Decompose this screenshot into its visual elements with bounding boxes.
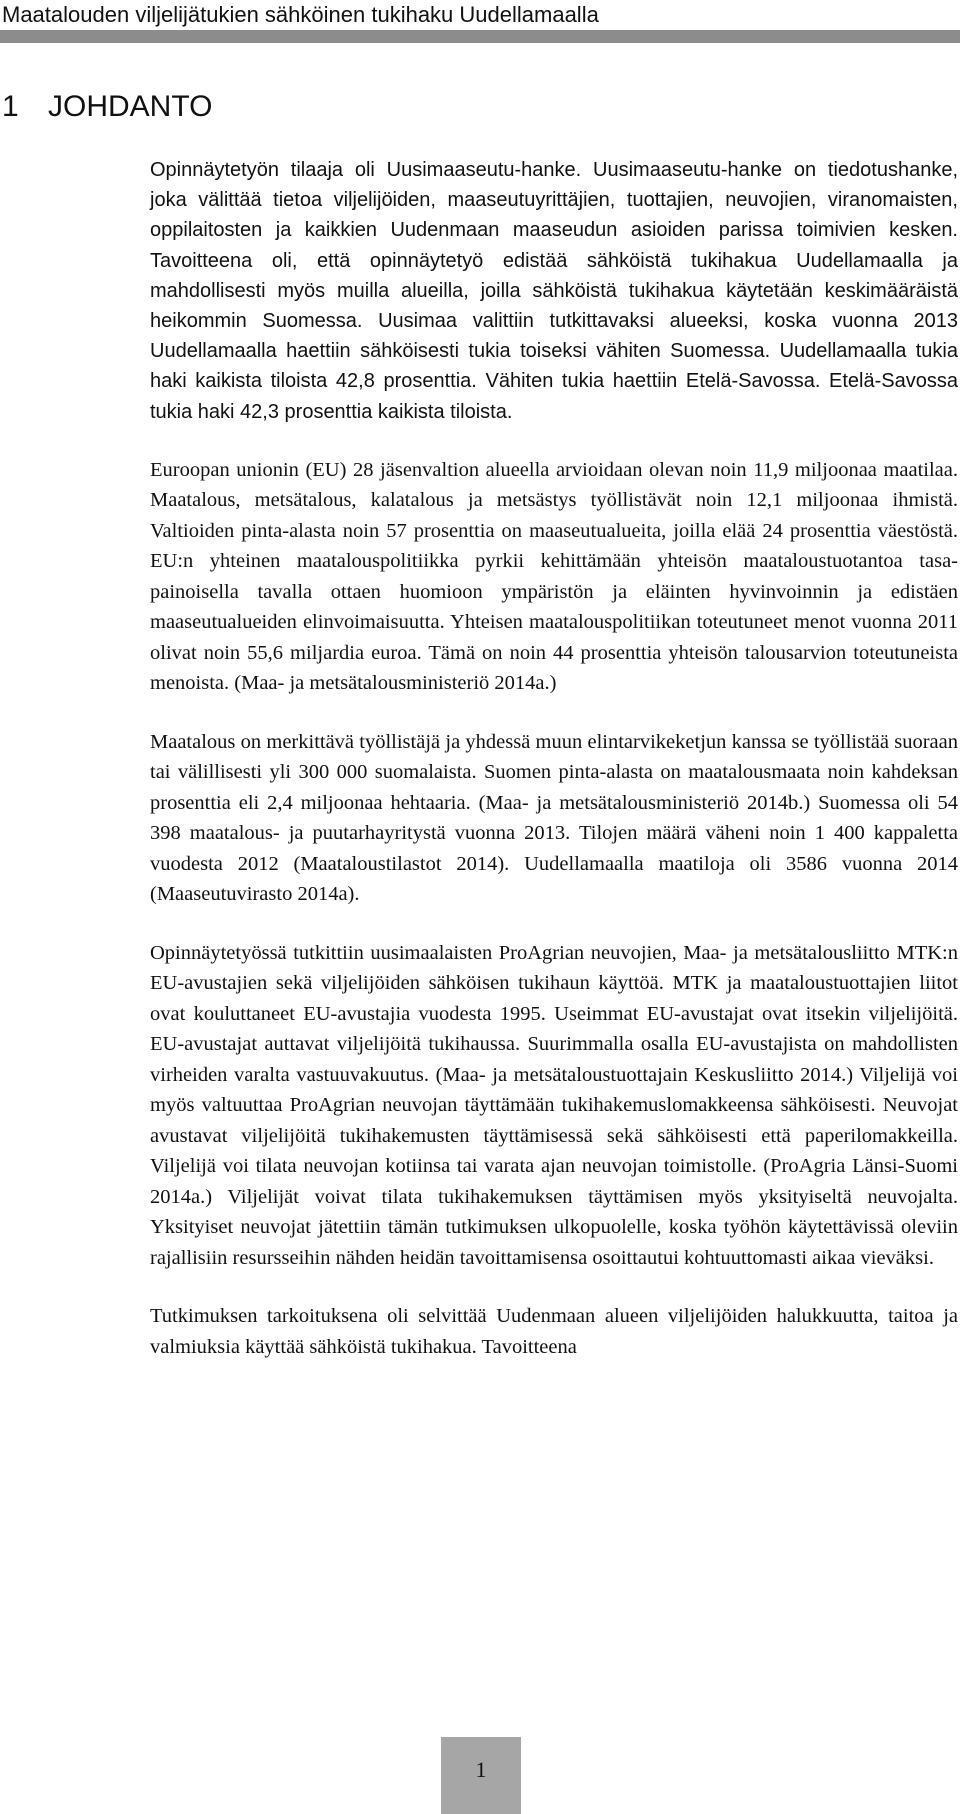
section-number: 1 [2, 90, 19, 123]
paragraph-eu-agriculture: Euroopan unionin (EU) 28 jäsenvaltion alueella arvioidaan olevan noin 11,9 miljoonaa maatilaa. Maatalous, metsätalous, kalatalous ja metsästys työllistävät noin 12,1 miljoonaa ihmistä. Valtioiden pinta-alasta noin 57 prosenttia on maaseutualueita, joilla elää 24 prosenttia väestöstä. EU:n yhteinen maatalouspolitiikka pyrkii kehittämään yhteisön maataloustuotantoa tasa-painoisella tavalla ottaen huomioon ympäristön ja eläinten hyvinvoinnin ja edistäen maaseutualueiden elinvoimaisuutta. Yhteisen maatalouspolitiikan toteutuneet menot vuonna 2011 olivat noin 55,6 miljardia euroa. Tämä on noin 44 prosenttia yhteisön talousarvion toteutuneista menoista. (Maa- ja metsätalousministeriö 2014a.) [150, 458, 958, 695]
page-number: 1 [475, 1757, 487, 1782]
paragraph-study-subjects: Opinnäytetyössä tutkittiin uusimaalaisten ProAgrian neuvojien, Maa- ja metsätalousliitto MTK:n EU-avustajien sekä viljelijöiden sähköisen tukihaun käyttöä. MTK ja maataloustuottajien liitot ovat kouluttaneet EU-avustajia vuodesta 1995. Useimmat EU-avustajat ovat itsekin viljelijöitä. EU-avustajat auttavat viljelijöitä tukihaussa. Suurimmalla osalla EU-avustajista on mahdollisten virheiden varalta vastuuvakuutus. (Maa- ja metsätaloustuottajain Keskusliitto 2014.) Viljelijä voi myös valtuuttaa ProAgrian neuvojan täyttämään tukihakemuslomakkeensa sähköisesti. Neuvojat avustavat viljelijöitä tukihakemusten täyttämisessä sekä sähköisesti että paperilomakkeilla. Viljelijä voi tilata neuvojan kotiinsa tai varata ajan neuvojan toimistolle. (ProAgria Länsi-Suomi 2014a.) Viljelijät voivat tilata tukihakemuksen täyttämisen myös yksityiseltä neuvojalta. Yksityiset neuvojat jätettiin tämän tutkimuksen ulkopuolelle, koska työhön käytettävissä oleviin rajallisiin resursseihin nähden heidän tavoittamisensa osoittautui kohtuuttomasti aikaa vieväksi. [150, 941, 958, 1269]
paragraph-finnish-agriculture: Maatalous on merkittävä työllistäjä ja yhdessä muun elintarvikeketjun kanssa se työllistää suoraan tai välillisesti yli 300 000 suomalaista. Suomen pinta-alasta on maatalousmaata noin kahdeksan prosenttia eli 2,4 miljoonaa hehtaaria. (Maa- ja metsätalousministeriö 2014b.) Suomessa oli 54 398 maatalous- ja puutarhayritystä vuonna 2013. Tilojen määrä väheni noin 1 400 kappaletta vuodesta 2012 (Maataloustilastot 2014). Uudellamaalla maatiloja oli 3586 vuonna 2014 (Maaseutuvirasto 2014a). [150, 730, 958, 906]
paragraph-commissioner: Opinnäytetyön tilaaja oli Uusimaaseutu-hanke. Uusimaaseutu-hanke on tiedotushanke, joka välittää tietoa viljelijöiden, maaseutuyrittäjien, tuottajien, neuvojien, viranomaisten, oppilaitosten ja kaikkien Uudenmaan maaseudun asioiden parissa toimivien kesken. Tavoitteena oli, että opinnäytetyö edistää sähköistä tukihakua Uudellamaalla ja mahdollisesti myös muilla alueilla, joilla sähköistä tukihakua käytetään keskimääräistä heikommin Suomessa. Uusimaa valittiin tutkittavaksi alueeksi, koska vuonna 2013 Uudellamaalla haettiin sähköisesti tukia toiseksi vähiten Suomessa. Uudellamaalla tukia haki kaikista tiloista 42,8 prosenttia. Vähiten tukia haettiin Etelä-Savossa. Etelä-Savossa tukia haki 42,3 prosenttia kaikista tiloista. [150, 159, 958, 423]
running-header [0, 0, 960, 44]
section-heading [2, 90, 212, 124]
page-number-box [441, 1737, 521, 1814]
header-rule [0, 30, 960, 43]
paragraph-study-purpose: Tutkimuksen tarkoituksena oli selvittää Uudenmaan alueen viljelijöiden halukkuutta, taitoa ja valmiuksia käyttää sähköistä tukihakua. Tavoitteena [150, 1305, 958, 1358]
section-title: JOHDANTO [48, 90, 213, 123]
document-title: Maatalouden viljelijätukien sähköinen tukihaku Uudellamaalla [2, 2, 599, 27]
body-text [150, 155, 958, 1390]
